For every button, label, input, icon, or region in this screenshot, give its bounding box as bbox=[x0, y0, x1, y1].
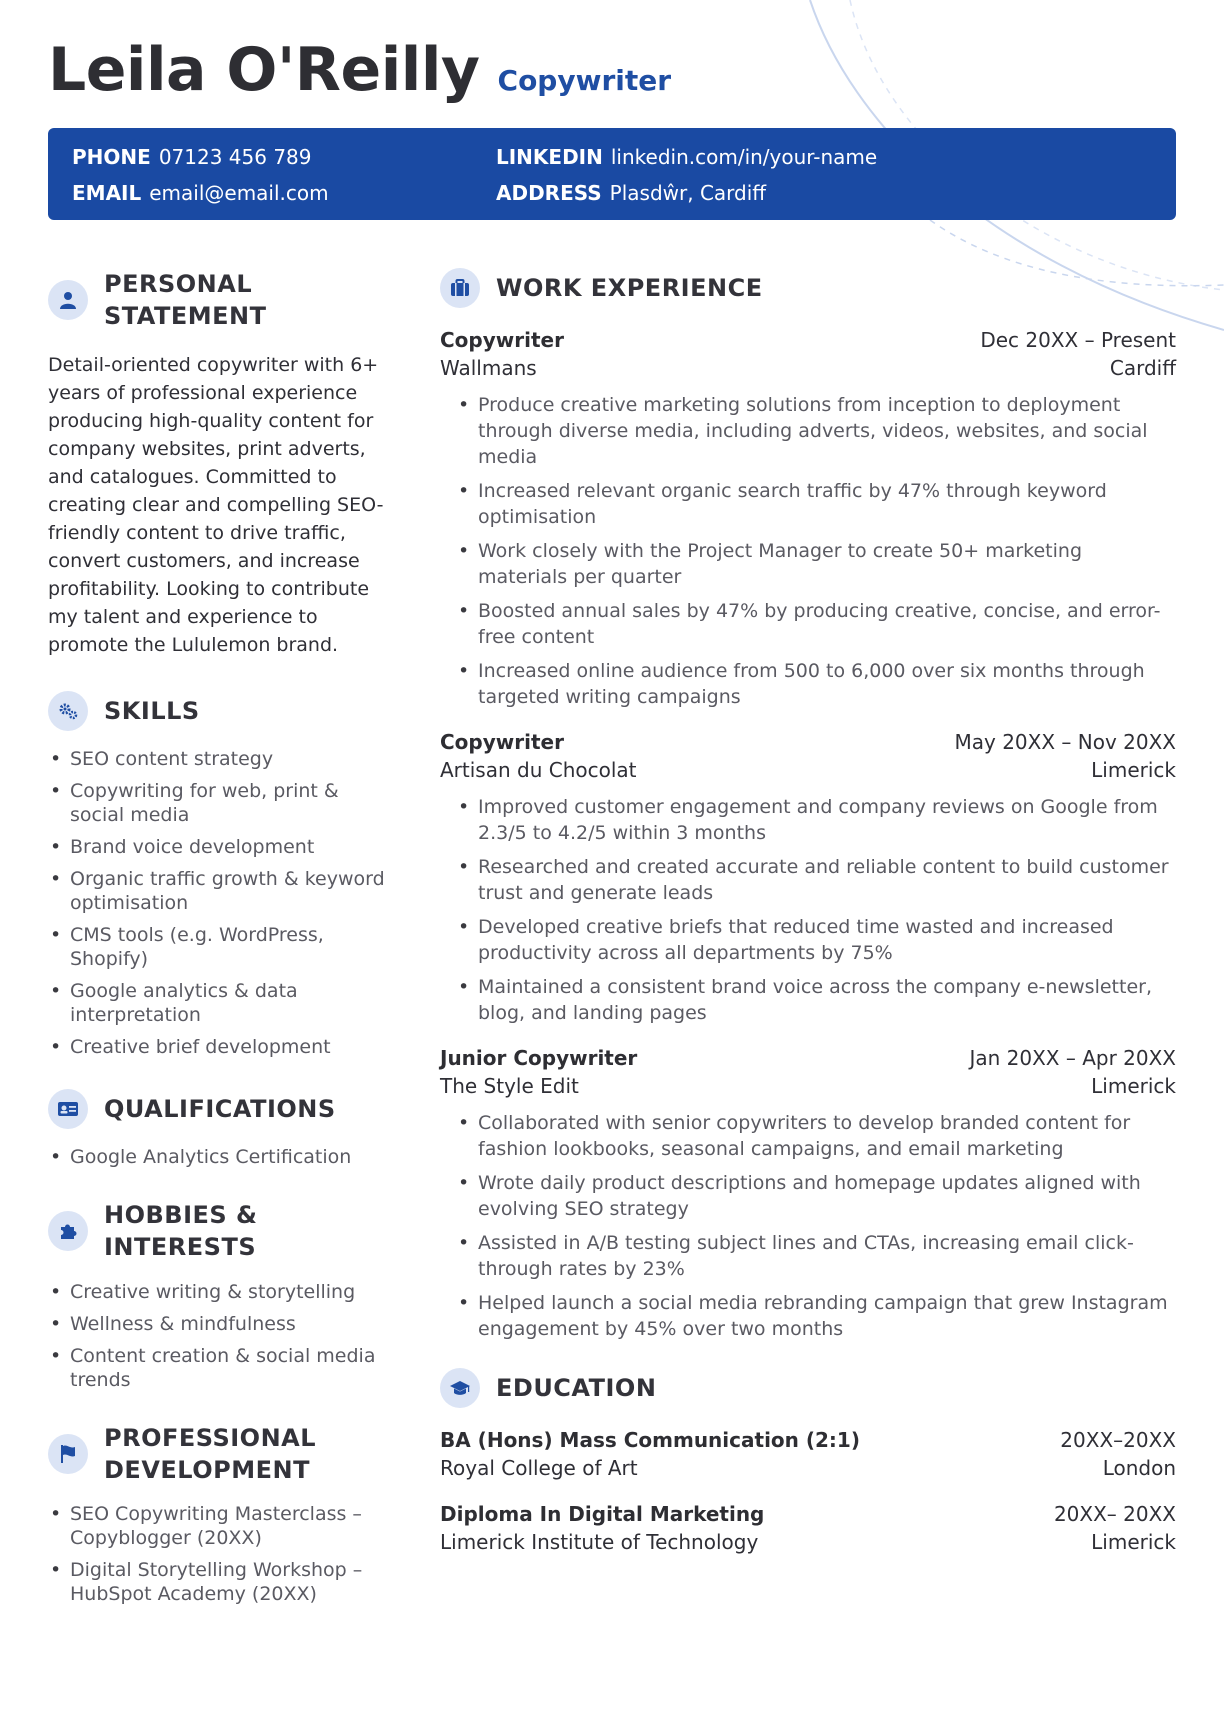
title-line-2: DEVELOPMENT bbox=[104, 1455, 310, 1484]
list-item: • Google analytics & data interpretation bbox=[48, 979, 388, 1027]
job-title: Copywriter bbox=[440, 328, 564, 352]
address-label: ADDRESS bbox=[496, 181, 602, 205]
institution: Royal College of Art bbox=[440, 1456, 638, 1480]
phone-label: PHONE bbox=[72, 145, 151, 169]
contact-linkedin bbox=[496, 145, 877, 169]
degree-title: Diploma In Digital Marketing bbox=[440, 1502, 765, 1526]
institution: Limerick Institute of Technology bbox=[440, 1530, 759, 1554]
list-item: • CMS tools (e.g. WordPress, Shopify) bbox=[48, 923, 388, 971]
personal-statement-title: PERSONAL STATEMENT bbox=[104, 270, 267, 331]
job-dates: Dec 20XX – Present bbox=[980, 328, 1176, 352]
list-item: • Assisted in A/B testing subject lines and CTAs, increasing email click-through rates by 23% bbox=[456, 1230, 1176, 1282]
puzzle-icon bbox=[48, 1211, 88, 1251]
education-dates: 20XX– 20XX bbox=[1053, 1502, 1176, 1526]
job-company: Wallmans bbox=[440, 356, 537, 380]
list-item: • Creative writing & storytelling bbox=[48, 1280, 388, 1304]
education-title: EDUCATION bbox=[496, 1373, 657, 1402]
job-entry bbox=[440, 326, 1176, 710]
resume-header bbox=[48, 35, 672, 105]
candidate-role: Copywriter bbox=[497, 64, 672, 97]
job-dates: Jan 20XX – Apr 20XX bbox=[969, 1046, 1176, 1070]
job-company: Artisan du Chocolat bbox=[440, 758, 637, 782]
list-item: • Produce creative marketing solutions from inception to deployment through diverse media, including adverts, videos, websites, and social media bbox=[456, 392, 1176, 470]
professional-development-section bbox=[48, 1422, 388, 1607]
job-bullets bbox=[456, 794, 1176, 1026]
list-item: • Creative brief development bbox=[48, 1035, 388, 1059]
job-location: Cardiff bbox=[1109, 356, 1176, 380]
email-value: email@email.com bbox=[149, 181, 329, 205]
list-item: • Content creation & social media trends bbox=[48, 1344, 388, 1392]
title-line-1: PROFESSIONAL bbox=[104, 1423, 317, 1452]
education-location: Limerick bbox=[1091, 1530, 1176, 1554]
job-location: Limerick bbox=[1091, 758, 1176, 782]
contact-bar bbox=[48, 128, 1176, 220]
list-item: • SEO content strategy bbox=[48, 747, 388, 771]
personal-statement-text: Detail-oriented copywriter with 6+ years of professional experience producing high-quality content for company websites, print adverts, and catalogues. Committed to creating clear and compelling SEO-friendly content to drive traffic, convert customers, and increase profitability. Looking to contribute my talent and experience to promote the Lululemon brand. bbox=[48, 353, 384, 656]
list-item: • Copywriting for web, print & social media bbox=[48, 779, 388, 827]
list-item: • Improved customer engagement and company reviews on Google from 2.3/5 to 4.2/5 within 3 months bbox=[456, 794, 1176, 846]
gears-icon bbox=[48, 691, 88, 731]
qualifications-list bbox=[48, 1145, 388, 1169]
skills-title: SKILLS bbox=[104, 696, 200, 725]
flag-icon bbox=[48, 1434, 88, 1474]
qualifications-section bbox=[48, 1089, 388, 1169]
left-column bbox=[48, 268, 388, 1614]
education-location: London bbox=[1102, 1456, 1176, 1480]
list-item: • Increased relevant organic search traffic by 47% through keyword optimisation bbox=[456, 478, 1176, 530]
contact-address bbox=[496, 181, 766, 205]
qualifications-title: QUALIFICATIONS bbox=[104, 1094, 336, 1123]
email-label: EMAIL bbox=[72, 181, 142, 205]
list-item: • Google Analytics Certification bbox=[48, 1145, 388, 1169]
list-item: • Organic traffic growth & keyword optimisation bbox=[48, 867, 388, 915]
professional-development-list bbox=[48, 1502, 388, 1606]
hobbies-list bbox=[48, 1280, 388, 1392]
job-bullets bbox=[456, 392, 1176, 710]
skills-section bbox=[48, 691, 388, 1059]
graduation-cap-icon bbox=[440, 1368, 480, 1408]
skills-list bbox=[48, 747, 388, 1059]
degree-title: BA (Hons) Mass Communication (2:1) bbox=[440, 1428, 860, 1452]
education-entry bbox=[440, 1500, 1176, 1556]
list-item: • Helped launch a social media rebranding campaign that grew Instagram engagement by 45% over two months bbox=[456, 1290, 1176, 1342]
job-entry bbox=[440, 1044, 1176, 1342]
job-location: Limerick bbox=[1091, 1074, 1176, 1098]
list-item: • SEO Copywriting Masterclass – Copyblogger (20XX) bbox=[48, 1502, 388, 1550]
list-item: • Wrote daily product descriptions and homepage updates aligned with evolving SEO strategy bbox=[456, 1170, 1176, 1222]
list-item: • Wellness & mindfulness bbox=[48, 1312, 388, 1336]
education-dates: 20XX–20XX bbox=[1060, 1428, 1176, 1452]
candidate-name: Leila O'Reilly bbox=[48, 35, 480, 105]
list-item: • Work closely with the Project Manager to create 50+ marketing materials per quarter bbox=[456, 538, 1176, 590]
job-entry bbox=[440, 728, 1176, 1026]
list-item: • Maintained a consistent brand voice across the company e-newsletter, blog, and landing pages bbox=[456, 974, 1176, 1026]
job-title: Junior Copywriter bbox=[440, 1046, 638, 1070]
job-dates: May 20XX – Nov 20XX bbox=[954, 730, 1176, 754]
address-value: Plasdŵr, Cardiff bbox=[609, 181, 767, 205]
professional-development-title bbox=[104, 1422, 316, 1487]
list-item: • Brand voice development bbox=[48, 835, 388, 859]
hobbies-section bbox=[48, 1199, 388, 1392]
list-item: • Increased online audience from 500 to 6,000 over six months through targeted writing campaigns bbox=[456, 658, 1176, 710]
linkedin-value: linkedin.com/in/your-name bbox=[610, 145, 878, 169]
person-icon bbox=[48, 280, 88, 320]
contact-phone bbox=[72, 145, 312, 169]
work-experience-section bbox=[440, 268, 1176, 1342]
job-bullets bbox=[456, 1110, 1176, 1342]
id-card-icon bbox=[48, 1089, 88, 1129]
phone-value: 07123 456 789 bbox=[158, 145, 312, 169]
work-experience-title: WORK EXPERIENCE bbox=[496, 273, 763, 302]
list-item: • Digital Storytelling Workshop – HubSpot Academy (20XX) bbox=[48, 1558, 388, 1606]
job-company: The Style Edit bbox=[440, 1074, 579, 1098]
list-item: • Boosted annual sales by 47% by producing creative, concise, and error-free content bbox=[456, 598, 1176, 650]
list-item: • Developed creative briefs that reduced time wasted and increased productivity across all departments by 75% bbox=[456, 914, 1176, 966]
right-column bbox=[440, 268, 1176, 1556]
linkedin-label: LINKEDIN bbox=[496, 145, 603, 169]
list-item: • Collaborated with senior copywriters to develop branded content for fashion lookbooks, seasonal campaigns, and email marketing bbox=[456, 1110, 1176, 1162]
personal-statement-section bbox=[48, 268, 388, 659]
contact-email bbox=[72, 181, 329, 205]
hobbies-title: HOBBIES & INTERESTS bbox=[104, 1200, 258, 1262]
job-title: Copywriter bbox=[440, 730, 564, 754]
briefcase-icon bbox=[440, 268, 480, 308]
education-entry bbox=[440, 1426, 1176, 1482]
list-item: • Researched and created accurate and reliable content to build customer trust and generate leads bbox=[456, 854, 1176, 906]
education-section bbox=[440, 1368, 1176, 1556]
